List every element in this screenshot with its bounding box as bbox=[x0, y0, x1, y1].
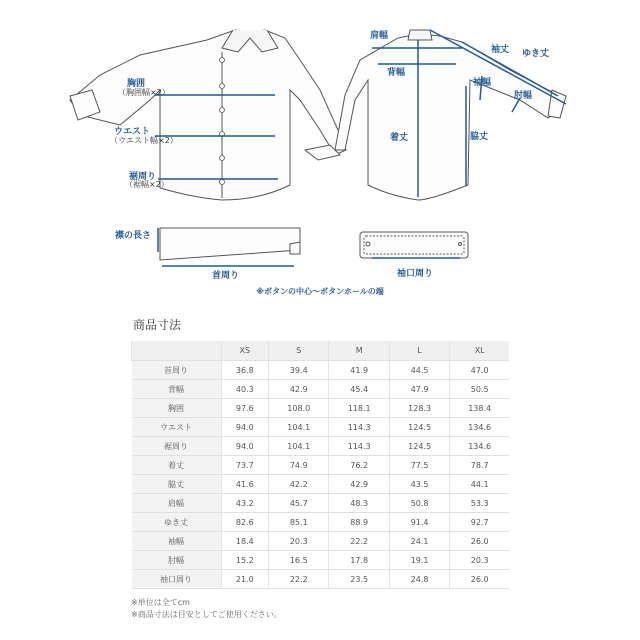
table-cell: 43.5 bbox=[389, 475, 449, 494]
header-size: XL bbox=[450, 341, 509, 361]
label-waist-sub: （ウエスト幅×2） bbox=[110, 136, 178, 145]
table-cell: 22.2 bbox=[329, 532, 389, 551]
table-cell: 77.5 bbox=[389, 456, 449, 475]
table-cell: 97.6 bbox=[221, 399, 269, 418]
table-row bbox=[132, 532, 510, 551]
table-row bbox=[132, 475, 510, 494]
row-label: 胸囲 bbox=[132, 399, 222, 418]
header-size: S bbox=[269, 341, 329, 361]
table-cell: 42.9 bbox=[269, 380, 329, 399]
table-row bbox=[132, 399, 510, 418]
table-cell: 47.9 bbox=[389, 380, 449, 399]
row-label: 肘幅 bbox=[132, 551, 222, 570]
table-cell: 108.0 bbox=[269, 399, 329, 418]
label-neck: 首周り bbox=[212, 271, 240, 281]
table-cell: 114.3 bbox=[329, 437, 389, 456]
label-waist: ウエスト bbox=[114, 127, 151, 137]
table-cell: 88.9 bbox=[329, 513, 389, 532]
table-cell: 74.9 bbox=[269, 456, 329, 475]
table-row bbox=[132, 513, 510, 532]
size-diagram bbox=[0, 0, 640, 310]
table-cell: 36.8 bbox=[221, 361, 269, 380]
table-cell: 138.4 bbox=[450, 399, 509, 418]
table-cell: 40.3 bbox=[221, 380, 269, 399]
table-cell: 94.0 bbox=[221, 418, 269, 437]
table-cell: 85.1 bbox=[269, 513, 329, 532]
cuff-outline bbox=[360, 232, 468, 258]
row-label: 脇丈 bbox=[132, 475, 222, 494]
row-label: ゆき丈 bbox=[132, 513, 222, 532]
header-size: XS bbox=[221, 341, 269, 361]
table-row bbox=[132, 418, 510, 437]
table-cell: 19.1 bbox=[389, 551, 449, 570]
table-cell: 45.7 bbox=[269, 494, 329, 513]
label-shoulder: 肩幅 bbox=[370, 31, 389, 41]
table-cell: 114.3 bbox=[329, 418, 389, 437]
row-label: 袖幅 bbox=[132, 532, 222, 551]
table-cell: 39.4 bbox=[269, 361, 329, 380]
table-cell: 44.5 bbox=[389, 361, 449, 380]
row-label: 首周り bbox=[132, 361, 222, 380]
table-row bbox=[132, 570, 510, 589]
table-row bbox=[132, 494, 510, 513]
table-cell: 44.1 bbox=[450, 475, 509, 494]
table-cell: 24.1 bbox=[389, 532, 449, 551]
table-cell: 104.1 bbox=[269, 437, 329, 456]
size-table bbox=[131, 341, 509, 589]
row-label: ウエスト bbox=[132, 418, 222, 437]
row-label: 肩幅 bbox=[132, 494, 222, 513]
table-cell: 20.3 bbox=[269, 532, 329, 551]
table-cell: 82.6 bbox=[221, 513, 269, 532]
table-cell: 15.2 bbox=[221, 551, 269, 570]
table-cell: 53.3 bbox=[450, 494, 509, 513]
table-cell: 128.3 bbox=[389, 399, 449, 418]
table-cell: 76.2 bbox=[329, 456, 389, 475]
header-corner bbox=[132, 341, 222, 361]
table-cell: 23.5 bbox=[329, 570, 389, 589]
table-cell: 18.4 bbox=[221, 532, 269, 551]
front-shirt-outline bbox=[70, 30, 346, 200]
diagram-note: ※ボタンの中心～ボタンホールの端 bbox=[256, 287, 384, 296]
table-cell: 134.6 bbox=[450, 418, 509, 437]
table-cell: 26.0 bbox=[450, 570, 509, 589]
label-yuki: ゆき丈 bbox=[522, 49, 550, 59]
table-row bbox=[132, 380, 510, 399]
table-cell: 41.6 bbox=[221, 475, 269, 494]
label-hem-sub: （裾幅×2） bbox=[125, 180, 169, 189]
table-cell: 17.8 bbox=[329, 551, 389, 570]
table-cell: 124.5 bbox=[389, 418, 449, 437]
row-label: 袖口周り bbox=[132, 570, 222, 589]
table-cell: 94.0 bbox=[221, 437, 269, 456]
table-row bbox=[132, 361, 510, 380]
table-cell: 41.9 bbox=[329, 361, 389, 380]
label-chest: 胸囲 bbox=[127, 79, 146, 89]
label-cuff: 袖口周り bbox=[397, 269, 434, 279]
table-cell: 73.7 bbox=[221, 456, 269, 475]
table-cell: 45.4 bbox=[329, 380, 389, 399]
label-back-width: 背幅 bbox=[387, 68, 406, 78]
table-row bbox=[132, 551, 510, 570]
table-cell: 26.0 bbox=[450, 532, 509, 551]
table-cell: 78.7 bbox=[450, 456, 509, 475]
label-body-length: 着丈 bbox=[390, 133, 409, 143]
table-cell: 124.5 bbox=[389, 437, 449, 456]
table-cell: 118.1 bbox=[329, 399, 389, 418]
footnote-unit: ※単位は全てcm bbox=[131, 598, 190, 607]
label-elbow-width: 肘幅 bbox=[514, 91, 533, 101]
label-hem: 裾周り bbox=[129, 172, 157, 182]
header-size: M bbox=[329, 341, 389, 361]
table-row bbox=[132, 437, 510, 456]
table-cell: 43.2 bbox=[221, 494, 269, 513]
table-cell: 42.2 bbox=[269, 475, 329, 494]
table-cell: 16.5 bbox=[269, 551, 329, 570]
table-cell: 104.1 bbox=[269, 418, 329, 437]
row-label: 裾周り bbox=[132, 437, 222, 456]
footnote-guide: ※商品寸法は目安としてご使用ください。 bbox=[131, 610, 282, 619]
table-cell: 134.6 bbox=[450, 437, 509, 456]
table-row bbox=[132, 456, 510, 475]
row-label: 背幅 bbox=[132, 380, 222, 399]
size-table-header-row bbox=[132, 341, 510, 361]
table-cell: 21.0 bbox=[221, 570, 269, 589]
header-size: L bbox=[389, 341, 449, 361]
table-cell: 92.7 bbox=[450, 513, 509, 532]
table-cell: 91.4 bbox=[389, 513, 449, 532]
label-sleeve-width: 袖幅 bbox=[473, 78, 492, 88]
table-cell: 48.3 bbox=[329, 494, 389, 513]
table-cell: 20.3 bbox=[450, 551, 509, 570]
table-cell: 50.8 bbox=[389, 494, 449, 513]
label-side-length: 脇丈 bbox=[470, 132, 489, 142]
collar-outline bbox=[160, 228, 300, 260]
table-cell: 50.5 bbox=[450, 380, 509, 399]
table-cell: 22.2 bbox=[269, 570, 329, 589]
table-cell: 24.8 bbox=[389, 570, 449, 589]
label-chest-sub: （胸囲幅×2） bbox=[118, 88, 170, 97]
table-cell: 47.0 bbox=[450, 361, 509, 380]
label-sleeve-length: 袖丈 bbox=[491, 45, 510, 55]
row-label: 着丈 bbox=[132, 456, 222, 475]
spec-title: 商品寸法 bbox=[133, 318, 182, 332]
table-cell: 42.9 bbox=[329, 475, 389, 494]
label-collar-length: 襟の長さ bbox=[115, 231, 152, 241]
